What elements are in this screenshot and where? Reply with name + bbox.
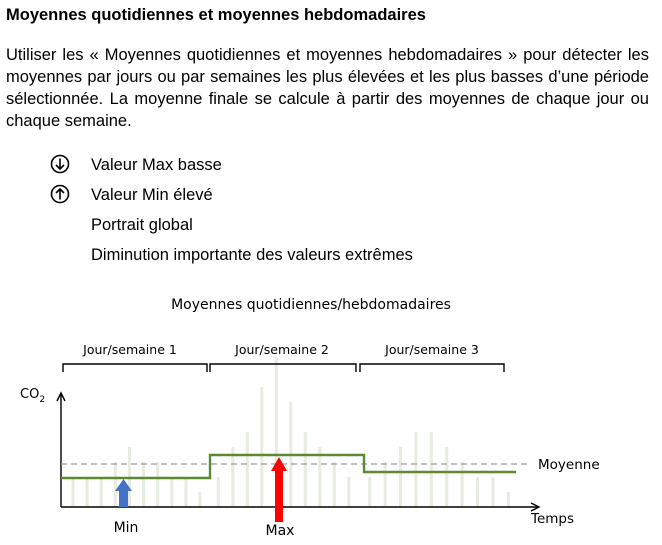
bar-group <box>72 357 510 507</box>
value-bar <box>399 447 402 507</box>
value-bar <box>198 492 201 507</box>
x-axis-label: Temps <box>531 511 575 527</box>
value-bar <box>430 432 433 507</box>
y-axis-label-sub: 2 <box>39 395 46 405</box>
value-bar <box>461 462 464 507</box>
list-item-label: Portrait global <box>91 216 193 234</box>
schematic-figure <box>0 283 662 545</box>
max-arrow <box>271 457 287 522</box>
value-bar <box>384 462 387 507</box>
min-label: Min <box>113 520 139 536</box>
figure-title: Moyennes quotidiennes/hebdomadaires <box>171 297 451 313</box>
value-bar <box>86 477 89 507</box>
max-label: Max <box>265 523 295 539</box>
value-bar <box>476 477 479 507</box>
list-item <box>50 242 610 272</box>
value-bar <box>142 462 145 507</box>
value-bar <box>368 477 371 507</box>
value-bar <box>260 387 263 507</box>
period-label: Jour/semaine 2 <box>235 342 329 357</box>
y-axis-label-main: CO <box>20 387 40 402</box>
period-label: Jour/semaine 3 <box>385 342 479 357</box>
value-bar <box>333 462 336 507</box>
value-bar <box>445 447 448 507</box>
list-item-label: Valeur Max basse <box>91 156 222 174</box>
value-bar <box>491 477 494 507</box>
mean-label: Moyenne <box>538 457 600 473</box>
value-bar <box>184 477 187 507</box>
arrow-down-circle-icon <box>50 154 70 174</box>
value-bar <box>347 477 350 507</box>
list-item-label: Diminution importante des valeurs extrêmes <box>91 246 413 264</box>
period-bracket <box>210 364 356 372</box>
value-bar <box>72 477 75 507</box>
value-bar <box>246 432 249 507</box>
y-axis-label <box>20 387 45 405</box>
value-bar <box>507 492 510 507</box>
period-label: Jour/semaine 1 <box>83 342 177 357</box>
period-brackets <box>63 364 504 372</box>
period-bracket <box>63 364 207 372</box>
value-bar <box>304 432 307 507</box>
value-bar <box>217 477 220 507</box>
value-bar <box>170 477 173 507</box>
value-bar <box>100 477 103 507</box>
description-paragraph: Utiliser les « Moyennes quotidiennes et moyennes hebdomadaires » pour détecter les moyennes par jours ou par semaines les plus élevées et les plus basses d’une période sélectionnée. La moyenne finale se calcule à partir des moyennes de chaque jour ou chaque semaine. <box>6 46 649 130</box>
value-bar <box>156 462 159 507</box>
list-item-label: Valeur Min élevé <box>91 186 213 204</box>
value-bar <box>114 462 117 507</box>
list-item <box>50 152 610 182</box>
list-item <box>50 212 610 242</box>
feature-list <box>50 152 610 272</box>
schematic-svg <box>0 283 662 545</box>
document-title: Moyennes quotidiennes et moyennes hebdomadaires <box>6 6 426 24</box>
list-item <box>50 182 610 212</box>
arrow-up-circle-icon <box>50 184 70 204</box>
period-bracket <box>360 364 504 372</box>
value-bar <box>414 432 417 507</box>
